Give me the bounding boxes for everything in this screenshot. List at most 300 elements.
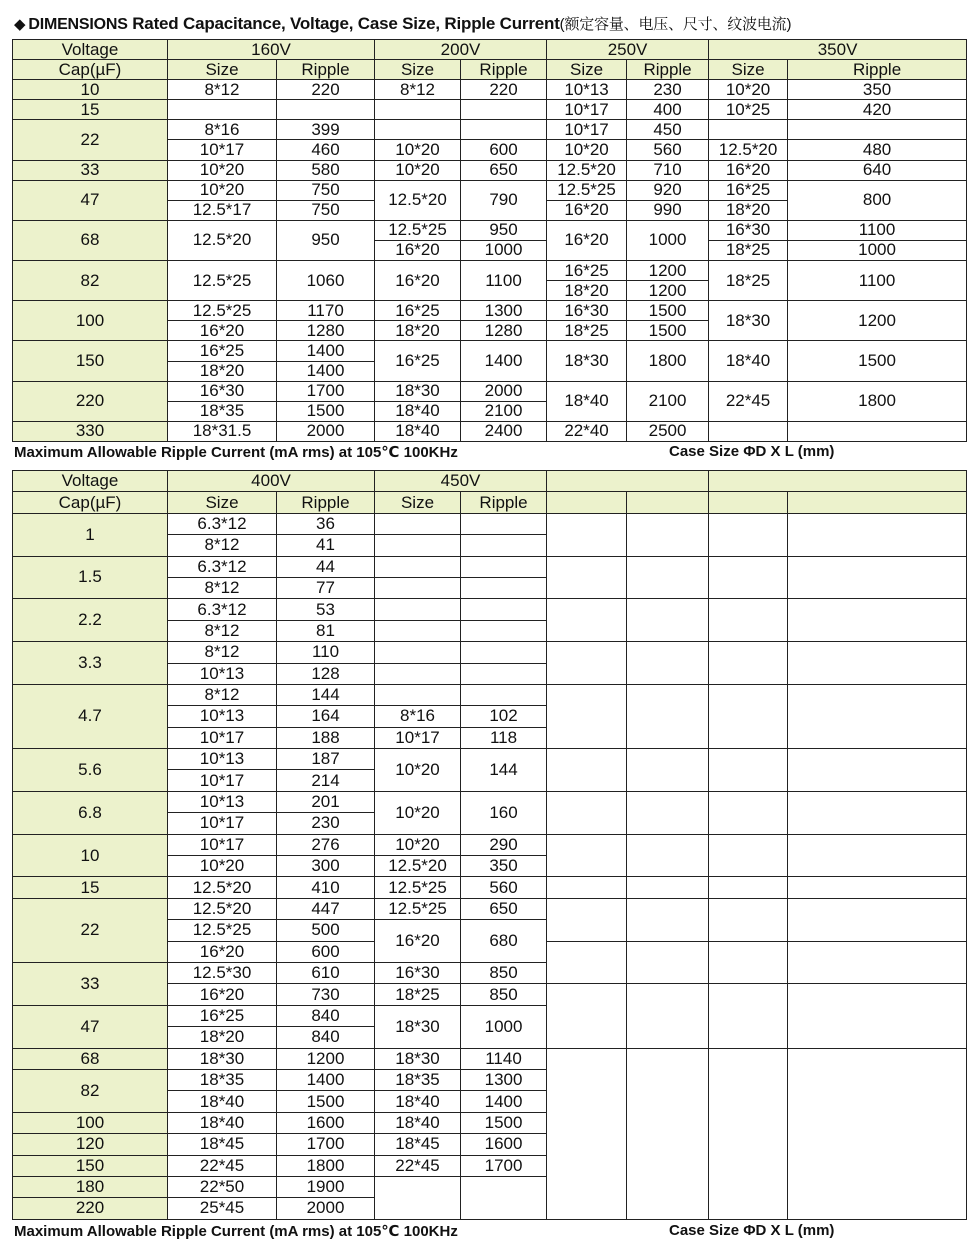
ripple-cell: [461, 663, 547, 684]
ripple-cell: 1700: [277, 381, 375, 401]
size-cell: [375, 513, 461, 534]
empty-cell: [627, 941, 709, 984]
size-cell: 16*25: [547, 261, 627, 281]
size-cell: [375, 642, 461, 663]
size-cell: 18*40: [547, 381, 627, 421]
empty-cell: [627, 1048, 709, 1219]
size-cell: 18*35: [375, 1069, 461, 1090]
size-cell: [375, 120, 461, 140]
size-cell: 8*12: [168, 80, 277, 100]
size-cell: 12.5*25: [168, 920, 277, 941]
ripple-cell: 650: [461, 160, 547, 180]
size-cell: 6.3*12: [168, 513, 277, 534]
cap-cell: 82: [13, 1069, 168, 1112]
cap-cell: 220: [13, 381, 168, 421]
ripple-cell: 450: [627, 120, 709, 140]
empty-cell: [627, 684, 709, 748]
empty-cell: [788, 898, 967, 941]
size-cell: 16*20: [547, 220, 627, 260]
empty-cell: [547, 599, 627, 642]
ripple-cell: 1500: [461, 1112, 547, 1133]
size-cell: [375, 535, 461, 556]
ripple-cell: 1600: [461, 1134, 547, 1155]
size-cell: 16*20: [168, 321, 277, 341]
ripple-cell: 77: [277, 577, 375, 598]
title-subtitle: Rated Capacitance, Voltage, Case Size, Ripple Current: [132, 14, 560, 33]
ripple-cell: 1000: [788, 240, 967, 260]
ripple-cell: 600: [277, 941, 375, 962]
table-row: [13, 100, 967, 120]
ripple-cell: 1700: [461, 1155, 547, 1176]
ripple-cell: 850: [461, 984, 547, 1005]
ripple-cell: 840: [277, 1005, 375, 1026]
empty-cell: [788, 984, 967, 1048]
table-row: [13, 261, 967, 281]
ripple-cell: 460: [277, 140, 375, 160]
table-row: [13, 642, 967, 663]
ripple-cell: [461, 1176, 547, 1219]
size-cell: 10*20: [375, 749, 461, 792]
size-cell: 18*40: [375, 401, 461, 421]
ripple-cell: 276: [277, 834, 375, 855]
size-cell: 16*20: [709, 160, 788, 180]
ripple-cell: 2100: [627, 381, 709, 421]
table-row: [13, 160, 967, 180]
ripple-cell: [461, 620, 547, 641]
ripple-cell: 2000: [277, 1198, 375, 1219]
voltage-450v: 450V: [375, 471, 547, 492]
ripple-cell: 580: [277, 160, 375, 180]
size-cell: 12.5*20: [375, 180, 461, 220]
empty-cell: [709, 642, 788, 685]
ripple-cell: [461, 642, 547, 663]
ripple-cell: 850: [461, 962, 547, 983]
cap-header: Cap(µF): [13, 492, 168, 513]
size-cell: 18*25: [709, 240, 788, 260]
cap-cell: 15: [13, 100, 168, 120]
empty-cell: [627, 898, 709, 941]
ripple-cell: 1500: [277, 1091, 375, 1112]
size-cell: 12.5*17: [168, 200, 277, 220]
cap-cell: 68: [13, 1048, 168, 1069]
size-cell: 16*20: [168, 941, 277, 962]
ripple-cell: 790: [461, 180, 547, 220]
size-cell: 12.5*25: [375, 220, 461, 240]
ripple-cell: 800: [788, 180, 967, 220]
ripple-cell: 2400: [461, 421, 547, 441]
ripple-cell: 950: [461, 220, 547, 240]
cap-cell: 5.6: [13, 749, 168, 792]
empty-cell: [788, 877, 967, 898]
cap-cell: 100: [13, 301, 168, 341]
size-cell: [375, 100, 461, 120]
ripple-cell: 2100: [461, 401, 547, 421]
size-cell: [709, 120, 788, 140]
size-cell: 10*20: [375, 791, 461, 834]
size-cell: 10*25: [709, 100, 788, 120]
empty-cell: [709, 834, 788, 877]
size-cell: 8*12: [168, 684, 277, 705]
empty-cell: [709, 791, 788, 834]
ripple-cell: 1800: [627, 341, 709, 381]
size-cell: 12.5*25: [375, 898, 461, 919]
ripple-header: Ripple: [461, 492, 547, 513]
size-cell: 18*30: [168, 1048, 277, 1069]
ripple-cell: 1100: [788, 220, 967, 240]
ripple-cell: 410: [277, 877, 375, 898]
ripple-cell: 118: [461, 727, 547, 748]
table-row: [13, 599, 967, 620]
title-chinese: (额定容量、电压、尺寸、纹波电流): [559, 16, 792, 33]
size-cell: 18*40: [375, 1112, 461, 1133]
ripple-cell: 1170: [277, 301, 375, 321]
size-cell: 18*30: [547, 341, 627, 381]
empty-header: [709, 471, 967, 492]
ripple-cell: 102: [461, 706, 547, 727]
ripple-cell: 350: [788, 80, 967, 100]
ripple-cell: 399: [277, 120, 375, 140]
ripple-cell: 650: [461, 898, 547, 919]
ripple-cell: 220: [461, 80, 547, 100]
ripple-cell: 640: [788, 160, 967, 180]
size-cell: 12.5*20: [168, 898, 277, 919]
size-cell: 18*20: [168, 1027, 277, 1048]
size-cell: 16*25: [375, 341, 461, 381]
empty-cell: [788, 513, 967, 556]
cap-cell: 1: [13, 513, 168, 556]
size-cell: 10*20: [168, 180, 277, 200]
ripple-cell: 610: [277, 962, 375, 983]
size-cell: 8*16: [375, 706, 461, 727]
size-cell: 18*40: [709, 341, 788, 381]
dimension-table-160-350v: [12, 39, 967, 442]
ripple-cell: 53: [277, 599, 375, 620]
size-cell: 18*40: [168, 1112, 277, 1133]
cap-cell: 10: [13, 834, 168, 877]
size-cell: 10*17: [375, 727, 461, 748]
voltage-200v: 200V: [375, 40, 547, 60]
size-cell: 18*20: [547, 281, 627, 301]
ripple-cell: 1140: [461, 1048, 547, 1069]
ripple-cell: [461, 100, 547, 120]
cap-cell: 120: [13, 1134, 168, 1155]
table-row: [13, 180, 967, 200]
ripple-cell: 1300: [461, 1069, 547, 1090]
size-cell: 12.5*25: [168, 261, 277, 301]
empty-cell: [709, 749, 788, 792]
table-row: [13, 834, 967, 855]
empty-cell: [788, 556, 967, 599]
empty-cell: [709, 599, 788, 642]
size-cell: 16*20: [375, 261, 461, 301]
case-size-note: Case Size ΦD X L (mm): [669, 1222, 835, 1239]
size-cell: [375, 556, 461, 577]
ripple-cell: 1800: [788, 381, 967, 421]
ripple-cell: 560: [627, 140, 709, 160]
empty-cell: [709, 898, 788, 941]
empty-cell: [547, 941, 627, 984]
size-cell: 6.3*12: [168, 599, 277, 620]
size-cell: 18*30: [375, 1005, 461, 1048]
cap-cell: 68: [13, 220, 168, 260]
ripple-cell: 400: [627, 100, 709, 120]
ripple-cell: 480: [788, 140, 967, 160]
size-cell: 10*20: [547, 140, 627, 160]
size-cell: 18*20: [168, 361, 277, 381]
ripple-cell: 840: [277, 1027, 375, 1048]
dimension-table-400-450v: [12, 470, 967, 1220]
cap-cell: 22: [13, 898, 168, 962]
ripple-cell: 2500: [627, 421, 709, 441]
size-cell: 10*20: [168, 856, 277, 877]
size-cell: 10*17: [168, 727, 277, 748]
empty-cell: [788, 834, 967, 877]
empty-cell: [547, 513, 627, 556]
cap-cell: 10: [13, 80, 168, 100]
cap-cell: 15: [13, 877, 168, 898]
size-header: Size: [375, 492, 461, 513]
size-cell: 12.5*20: [547, 160, 627, 180]
empty-header: [627, 492, 709, 513]
ripple-cell: 1900: [277, 1176, 375, 1197]
size-cell: [375, 1176, 461, 1219]
empty-cell: [547, 877, 627, 898]
size-cell: 10*17: [168, 834, 277, 855]
ripple-cell: [788, 421, 967, 441]
ripple-cell: 128: [277, 663, 375, 684]
ripple-cell: 710: [627, 160, 709, 180]
empty-cell: [627, 877, 709, 898]
empty-cell: [627, 642, 709, 685]
size-cell: 18*31.5: [168, 421, 277, 441]
size-cell: 10*17: [168, 140, 277, 160]
table-row: [13, 791, 967, 812]
ripple-cell: [788, 120, 967, 140]
ripple-note: Maximum Allowable Ripple Current (mA rms) at 105℃ 100KHz: [14, 444, 458, 461]
voltage-header: Voltage: [13, 471, 168, 492]
ripple-cell: 350: [461, 856, 547, 877]
empty-cell: [627, 556, 709, 599]
empty-cell: [627, 984, 709, 1048]
ripple-cell: 1000: [461, 240, 547, 260]
ripple-cell: 750: [277, 180, 375, 200]
size-cell: 18*35: [168, 401, 277, 421]
empty-cell: [709, 941, 788, 984]
cap-cell: 330: [13, 421, 168, 441]
table-row: [13, 1048, 967, 1069]
size-cell: 16*25: [168, 341, 277, 361]
empty-cell: [709, 877, 788, 898]
ripple-cell: 1300: [461, 301, 547, 321]
ripple-cell: 110: [277, 642, 375, 663]
size-cell: 10*20: [168, 160, 277, 180]
cap-cell: 3.3: [13, 642, 168, 685]
size-cell: 10*13: [168, 749, 277, 770]
size-cell: 12.5*20: [168, 877, 277, 898]
table-row: [13, 301, 967, 321]
table-row: [13, 381, 967, 401]
size-cell: 12.5*25: [375, 877, 461, 898]
size-cell: 18*40: [375, 421, 461, 441]
cap-cell: 6.8: [13, 791, 168, 834]
ripple-cell: 44: [277, 556, 375, 577]
ripple-cell: [461, 577, 547, 598]
size-cell: 10*17: [168, 813, 277, 834]
size-cell: 8*12: [375, 80, 461, 100]
ripple-cell: 230: [277, 813, 375, 834]
size-cell: 10*13: [547, 80, 627, 100]
ripple-cell: [277, 100, 375, 120]
ripple-cell: 1000: [627, 220, 709, 260]
ripple-cell: 144: [277, 684, 375, 705]
ripple-cell: 1500: [627, 321, 709, 341]
size-cell: 18*40: [168, 1091, 277, 1112]
ripple-cell: 81: [277, 620, 375, 641]
ripple-cell: 230: [627, 80, 709, 100]
size-cell: 18*45: [168, 1134, 277, 1155]
table-row: [13, 120, 967, 140]
table2-footer: [12, 1221, 966, 1241]
size-cell: 22*45: [709, 381, 788, 421]
ripple-cell: [461, 599, 547, 620]
size-cell: 18*20: [375, 321, 461, 341]
size-header: Size: [547, 60, 627, 80]
cap-cell: 33: [13, 962, 168, 1005]
ripple-cell: 560: [461, 877, 547, 898]
ripple-cell: 1400: [461, 341, 547, 381]
size-cell: 16*25: [375, 301, 461, 321]
ripple-cell: 214: [277, 770, 375, 791]
cap-header: Cap(µF): [13, 60, 168, 80]
table-row: [13, 684, 967, 705]
ripple-cell: [461, 684, 547, 705]
size-header: Size: [375, 60, 461, 80]
cap-cell: 100: [13, 1112, 168, 1133]
ripple-cell: 1100: [461, 261, 547, 301]
size-cell: 10*20: [375, 140, 461, 160]
size-cell: 18*35: [168, 1069, 277, 1090]
empty-cell: [627, 599, 709, 642]
size-cell: 10*17: [547, 100, 627, 120]
ripple-cell: 950: [277, 220, 375, 260]
ripple-cell: 730: [277, 984, 375, 1005]
empty-cell: [788, 642, 967, 685]
ripple-cell: 447: [277, 898, 375, 919]
ripple-cell: [461, 120, 547, 140]
table-row: [13, 341, 967, 361]
ripple-cell: 1800: [277, 1155, 375, 1176]
empty-cell: [709, 684, 788, 748]
size-cell: 6.3*12: [168, 556, 277, 577]
table-row: [13, 513, 967, 534]
size-cell: [375, 599, 461, 620]
size-cell: 12.5*20: [168, 220, 277, 260]
ripple-cell: 1500: [277, 401, 375, 421]
cap-cell: 33: [13, 160, 168, 180]
ripple-cell: 144: [461, 749, 547, 792]
empty-cell: [547, 684, 627, 748]
ripple-cell: [461, 513, 547, 534]
empty-cell: [547, 791, 627, 834]
ripple-cell: 1400: [277, 341, 375, 361]
size-cell: 12.5*20: [709, 140, 788, 160]
size-cell: 22*45: [375, 1155, 461, 1176]
ripple-cell: 750: [277, 200, 375, 220]
case-size-note: Case Size ΦD X L (mm): [669, 443, 835, 460]
size-cell: 8*12: [168, 620, 277, 641]
ripple-header: Ripple: [277, 492, 375, 513]
size-cell: 10*20: [375, 834, 461, 855]
size-cell: [709, 421, 788, 441]
size-header: Size: [168, 60, 277, 80]
diamond-icon: ◆: [14, 16, 26, 33]
size-header: Size: [709, 60, 788, 80]
empty-cell: [709, 1048, 788, 1219]
size-cell: 10*17: [168, 770, 277, 791]
cap-cell: 22: [13, 120, 168, 160]
size-cell: [375, 663, 461, 684]
ripple-cell: 420: [788, 100, 967, 120]
size-cell: 16*25: [168, 1005, 277, 1026]
size-cell: 22*40: [547, 421, 627, 441]
table-row: [13, 877, 967, 898]
size-cell: [375, 577, 461, 598]
voltage-250v: 250V: [547, 40, 709, 60]
cap-cell: 47: [13, 180, 168, 220]
size-header: Size: [168, 492, 277, 513]
empty-header: [547, 471, 709, 492]
empty-cell: [788, 1048, 967, 1219]
size-cell: 22*50: [168, 1176, 277, 1197]
size-cell: 10*20: [709, 80, 788, 100]
page-title: [14, 12, 791, 36]
empty-header: [788, 492, 967, 513]
table-row: [13, 80, 967, 100]
ripple-cell: 1280: [277, 321, 375, 341]
empty-cell: [709, 513, 788, 556]
cap-cell: 220: [13, 1198, 168, 1219]
ripple-note: Maximum Allowable Ripple Current (mA rms) at 105℃ 100KHz: [14, 1223, 458, 1240]
cap-cell: 150: [13, 1155, 168, 1176]
empty-cell: [627, 749, 709, 792]
size-cell: 12.5*25: [547, 180, 627, 200]
ripple-cell: 36: [277, 513, 375, 534]
title-dimensions: DIMENSIONS: [28, 16, 128, 33]
ripple-cell: 2000: [461, 381, 547, 401]
ripple-cell: 1000: [461, 1005, 547, 1048]
empty-cell: [788, 941, 967, 984]
size-cell: 18*40: [375, 1091, 461, 1112]
cap-cell: 1.5: [13, 556, 168, 599]
ripple-cell: 1100: [788, 261, 967, 301]
size-cell: [375, 684, 461, 705]
size-cell: 16*20: [547, 200, 627, 220]
empty-cell: [547, 834, 627, 877]
ripple-cell: 1600: [277, 1112, 375, 1133]
ripple-cell: 1060: [277, 261, 375, 301]
ripple-cell: 1700: [277, 1134, 375, 1155]
table-row: [13, 749, 967, 770]
ripple-cell: 220: [277, 80, 375, 100]
cap-cell: 2.2: [13, 599, 168, 642]
ripple-cell: [461, 535, 547, 556]
empty-cell: [547, 749, 627, 792]
ripple-cell: 1400: [461, 1091, 547, 1112]
ripple-cell: 300: [277, 856, 375, 877]
ripple-cell: 2000: [277, 421, 375, 441]
size-cell: 16*25: [709, 180, 788, 200]
size-cell: 8*12: [168, 642, 277, 663]
